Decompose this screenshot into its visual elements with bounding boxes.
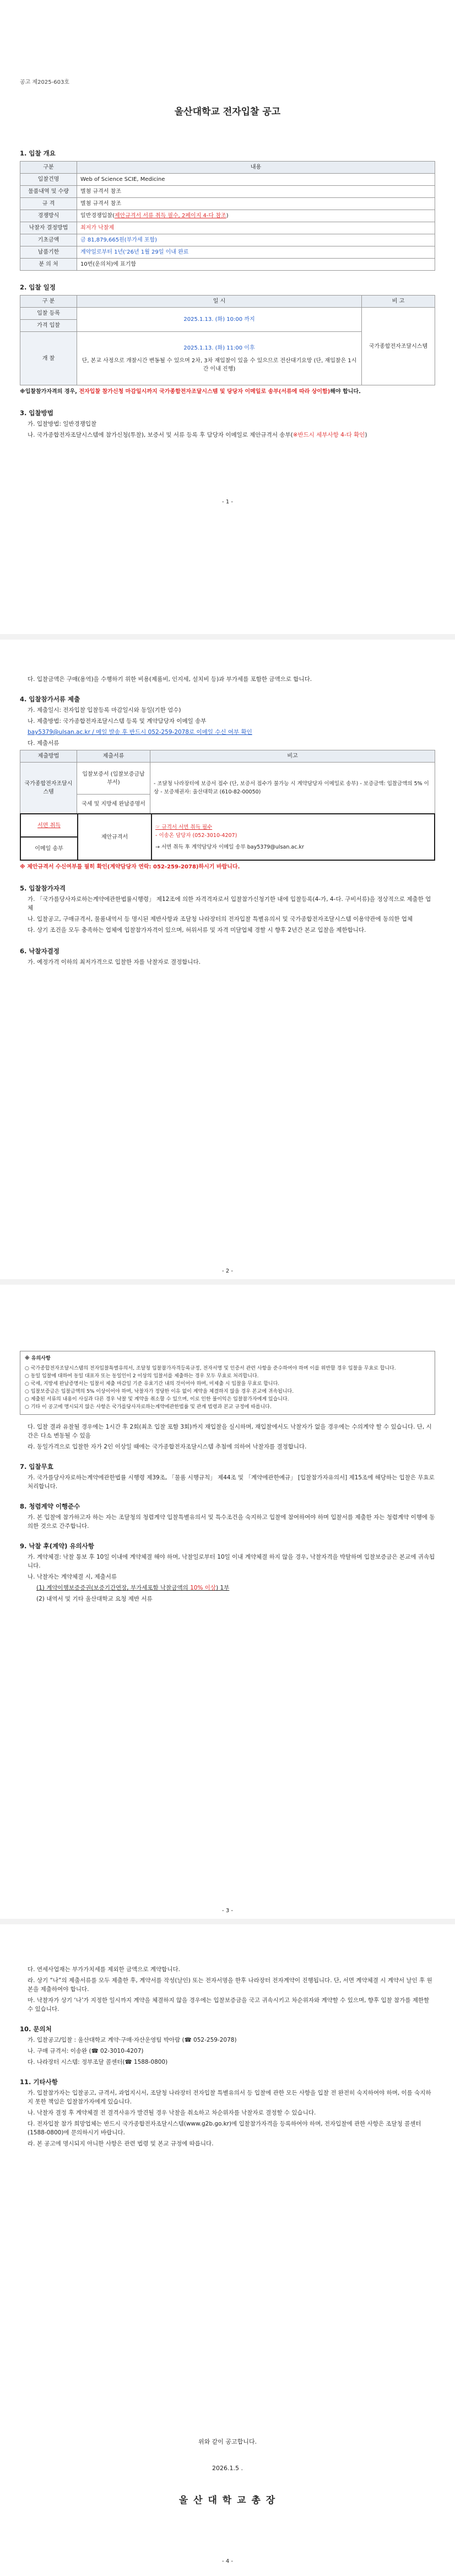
row-value: Web of Science SCIE, Medicine	[77, 174, 435, 186]
row-label: 규 격	[20, 198, 77, 210]
section-heading: 7. 입찰무효	[20, 1463, 53, 1471]
page-number: - 2 -	[222, 1268, 233, 1274]
item-emphasis: ※반드시 세부사항 4-다 확인	[292, 432, 365, 438]
list-item: 나. 낙찰자는 계약체결 시, 제출서류	[28, 1574, 117, 1580]
col-head: 비고	[150, 750, 435, 763]
list-subitem: (2) 내역서 및 기타 울산대학교 요청 제반 서류	[36, 1596, 153, 1602]
col-head: 구분	[20, 162, 77, 174]
row-value	[77, 332, 362, 385]
doc-name: 국세 및 지방세 완납증명서	[77, 795, 150, 814]
footnote: ※ 제안규격서 수신여부를 필히 확인(계약담당자 연락: 052-259-2078)하시기 바랍니다.	[20, 864, 240, 870]
note-line: - 이송온 담당자 (052-3010-4207)	[155, 832, 237, 839]
value-part: )	[226, 213, 229, 219]
row-label: 입찰 등록	[20, 308, 77, 320]
warning-note	[20, 388, 435, 396]
notice-title: ※ 유의사항	[25, 1356, 51, 1361]
list-item: 가. 입찰방법: 일반경쟁입찰	[28, 421, 97, 427]
row-label: 낙찰자 결정방법	[20, 222, 77, 234]
row-label: 물품내역 및 수량	[20, 186, 77, 198]
list-item: bay5379@ulsan.ac.kr / 메일 발송 후 반드시 052-259-2078로 이메일 수신 여부 확인	[28, 729, 252, 736]
row-remark: 국가종합전자조달시스템	[362, 308, 435, 385]
doc-ref: 공고 제2025-603호	[20, 79, 69, 85]
warn-part: 해야 합니다.	[330, 389, 361, 395]
list-item: 다. 연세사업재는 부가가치세를 제외한 금액으로 계약합니다.	[28, 1966, 180, 1973]
row-label: 이메일 송부	[20, 837, 78, 860]
list-item: 라. 본 공고에 명시되지 아니한 사항은 관련 법령 및 본교 규정에 따릅니다.	[28, 2140, 214, 2147]
list-item: 다. 전자입찰 참가 희망업체는 반드시 국가종합전자조달시스템(www.g2b.go.kr)에 입찰참가자격을 등록하여야 하며, 전자입찰에 관한 사항은 조달청 콜센터(1588-0800)에 문의하시기 바랍니다.	[28, 2121, 421, 2136]
row-value: 별첨 규격서 참조	[77, 186, 435, 198]
page-2-content	[20, 673, 435, 969]
list-item: 다. 입찰금액은 구매(용역)을 수행하기 위한 비용(제품비, 인지세, 설치비 등)과 부가세를 포함한 금액으로 합니다.	[28, 676, 312, 683]
doc-notes	[151, 814, 435, 860]
list-item: 다. 입찰 결과 유찰될 경우에는 1시간 후 2회(최초 입찰 포함 3회)까지 재입찰을 실시하며, 재입찰에서도 낙찰자가 없을 경우에는 수의계약 할 수 있습니다. 단, 시간은 다소 변동될 수 있음	[28, 1424, 432, 1439]
row-label: 개 찰	[20, 332, 77, 385]
row-value: 별첨 규격서 참조	[77, 198, 435, 210]
section-heading: 10. 문의처	[20, 2025, 52, 2033]
list-subitem	[36, 1584, 435, 1592]
sub-text: ) 1부	[216, 1585, 230, 1591]
section-1	[20, 149, 435, 442]
page-number: - 4 -	[222, 2558, 233, 2564]
documents-table-highlight	[20, 813, 435, 861]
row-label	[20, 814, 78, 837]
row-label: 분 의 처	[20, 259, 77, 271]
row-value: 2025.1.13. (화) 10:00 까지	[77, 308, 362, 332]
note-line: → 서면 취득 후 계약담당자 이메일 송부 bay5379@ulsan.ac.kr	[155, 844, 304, 850]
value-emphasis: 제안규격서 서류 취득 필수, 2페이지 4-다 참조	[114, 213, 226, 219]
section-heading: 3. 입찰방법	[20, 409, 53, 417]
doc-name: 입찰보증서 (입찰보증금납부서)	[77, 763, 150, 795]
row-label: 가격 입찰	[20, 320, 77, 332]
open-time: 2025.1.13. (화) 11:00 이후	[183, 345, 255, 351]
col-head: 구 분	[20, 296, 77, 308]
list-item: 가. 입찰공고/입찰 : 울산대학교 계약·구매·자산운영팀 박아람 (☎ 052-259-2078)	[28, 2037, 237, 2043]
row-value	[77, 210, 435, 222]
section-heading: 6. 낙찰자결정	[20, 947, 59, 955]
section-heading: 8. 청렴계약 이행준수	[20, 1502, 80, 1510]
page-1	[0, 0, 455, 634]
list-item: 나. 구매 규격서: 이송완 (☎ 02-3010-4207)	[28, 2048, 144, 2054]
list-item: 가. 본 입찰에 참가하고자 하는 자는 조달청의 청렴계약 입찰특별유의서 및 특수조건을 숙지하고 입찰에 참여하여야 하며 입찰서를 제출한 자는 청렴계약 이행에 동의한 것으로 간주합니다.	[28, 1514, 435, 1530]
row-value: 최저가 낙찰제	[77, 222, 435, 234]
list-item: 다. 나라장터 시스템: 정부조달 콜센터(☎ 1588-0800)	[28, 2059, 168, 2065]
list-item: 라. 동일가격으로 입찰한 자가 2인 이상일 때에는 국가종합전자조달시스템 추첨에 의하여 낙찰자를 결정합니다.	[28, 1443, 307, 1450]
section-heading: 5. 입찰참가자격	[20, 884, 66, 892]
row-value: 계약일로부터 1년(‘26년 1월 29일 이내 완료	[77, 246, 435, 259]
list-item: 라. 상기 “나”의 제출서류를 모두 제출한 후, 계약서를 작성(날인) 또는 전자서명을 한후 나라장터 전자계약이 진행됩니다. 단, 서면 계약체결 시 계약서 날인 후 원본을 제출하여야 합니다.	[28, 1977, 432, 1993]
list-item	[28, 431, 435, 439]
col-head: 제출방법	[20, 750, 77, 763]
page-3	[0, 1285, 455, 1919]
doc-title: 울산대학교 전자입찰 공고	[174, 106, 281, 117]
warn-emphasis: 전자입찰 참가신청 마감일시까지 국가종합전자조달시스템 및 당당자 이메일로 송부(서류에 따라 상이함)	[79, 389, 331, 395]
open-note: 단, 본교 사정으로 개찰시간 변동될 수 있으며 2차, 3차 재입찰이 있을 수 있으므로 전산대기요망 (단, 재입찰은 1시간 이내 진행)	[82, 357, 357, 372]
col-head: 내용	[77, 162, 435, 174]
page-number: - 1 -	[222, 499, 233, 505]
notice-line: ○ 기타 이 공고에 명시되지 않은 사항은 국가를당사자로하는계약에관한법률 및 관계 법령과 본교 규정에 따릅니다.	[25, 1404, 272, 1410]
col-head: 일 시	[77, 296, 362, 308]
list-item: 나. 낙찰자 결정 후 계약체결 전 결격사유가 발견될 경우 낙찰을 취소하고 차순위자를 낙찰자로 결정할 수 있습니다.	[28, 2110, 316, 2116]
schedule-table	[20, 295, 435, 385]
notice-line: ○ 동일 입찰에 대하여 동일 대표자 또는 동일인이 2 이상의 입찰서를 제출하는 경우 모두 무효로 처리합니다.	[25, 1373, 259, 1379]
doc-name: 제안규격서	[78, 814, 151, 860]
list-item: 가. 계약체결: 낙찰 통보 후 10일 이내에 계약체결 해야 하며, 낙찰일로부터 10일 이내 계약체결 하지 않을 경우, 낙찰자격을 박탈하며 입찰보증금은 본교에 귀속됩니다.	[28, 1554, 435, 1569]
list-item: 다. 상기 조건을 모두 충족하는 업체에 입찰참가자격이 있으며, 허위서류 및 자격 미달업체 경할 시 향후 2년간 본교 입찰을 제한합니다.	[28, 927, 366, 933]
page-2	[0, 640, 455, 1279]
method-text: 서면 취득	[37, 822, 61, 829]
documents-table	[20, 750, 435, 814]
list-item: 가. 국가를당사자로하는계약에관한법률 시행령 제39조, 「물품 시행규칙」 제44조 및 「계약에관한예규」 [입찰참가자유의서] 제15조에 해당하는 입찰은 무효로 처리합니다.	[28, 1474, 435, 1490]
section-heading: 11. 기타사항	[20, 2078, 58, 2086]
notice-line: ○ 제출된 서류의 내용이 사실과 다른 경우 낙찰 및 계약을 취소할 수 있으며, 이로 인한 불이익은 입찰참가자에게 있습니다.	[25, 1397, 289, 1402]
closing-text: 위와 같이 공고합니다.	[198, 2438, 257, 2445]
section-heading: 2. 입찰 일정	[20, 283, 56, 291]
section-heading: 4. 입찰참가서류 제출	[20, 695, 80, 703]
list-item: 가. 「국가를당사자로하는계약에관한법률시행령」 제12조에 의한 자격격자로서 입찰참가신청기한 내에 입찰등록(4-가, 4-다. 구비서류)을 정상적으로 제출한 업체	[28, 896, 431, 911]
sub-emphasis: 10% 이상	[190, 1585, 216, 1591]
list-item: 가. 제출일시: 전자입찰 입찰등록 마감일시와 동일(기한 엄수)	[28, 707, 181, 713]
list-item: 나. 제출방법: 국가종합전자조달시스템 등록 및 계약담당자 이메일 송부	[28, 718, 207, 724]
row-label: 경쟁방식	[20, 210, 77, 222]
page-4-content	[20, 1963, 435, 2150]
notice-box	[20, 1351, 435, 1415]
list-item: 가. 입찰참가자는 입찰공고, 규격서, 과업지시서, 조달청 나라장터 전자입찰 특별유의서 등 입찰에 관한 모든 사항을 입찰 전 완전히 숙지하여야 하며, 이를 숙지하지 못한 책임은 입찰참가자에게 있습니다.	[28, 2090, 431, 2105]
notice-line: ○ 국가종합전자조달시스템의 전자입찰특별유의서, 조달청 입찰참가자격등록규정, 전자서명 및 인증서 관련 사항을 준수하여야 하며 이를 위반할 경우 입찰을 무효로 합니다.	[25, 1366, 396, 1371]
col-head: 비 고	[362, 296, 435, 308]
note-line: ☞ 규격서 서면 취득 필수	[155, 824, 213, 830]
row-label: 국가종합전자조달시스템	[20, 763, 77, 814]
list-item: 마. 낙찰자가 상기 ‘나’가 지정한 일시까지 계약을 체결하지 않을 경우에는 입찰보증금을 국고 귀속시키고 차순위자와 계약할 수 있으며, 향후 입찰 참가를 제한할 수 있습니다.	[28, 1997, 430, 2012]
signature: 울 산 대 학 교 총 장	[178, 2495, 277, 2506]
page-4	[0, 1924, 455, 2576]
list-item: 다. 제출서류	[28, 740, 59, 747]
col-head: 제출서류	[77, 750, 150, 763]
closing-date: 2026.1.5 .	[212, 2465, 243, 2472]
doc-notes: - 조달청 나라장터에 보증서 접수 (단, 보증서 접수가 불가능 시 계약담당자 이메일로 송부) - 보증금액: 입찰금액의 5% 이상 - 보증채권자: 울산대학교 (610-82-00050)	[150, 763, 435, 814]
section-heading: 9. 낙찰 후(계약) 유의사항	[20, 1542, 94, 1550]
list-item: 가. 예정가격 이하의 최저가격으로 입찰한 자를 낙찰자로 결정합니다.	[28, 959, 201, 965]
page-3-content	[20, 1351, 435, 1606]
row-label: 입찰건명	[20, 174, 77, 186]
row-label: 기초금액	[20, 234, 77, 246]
sub-text: (1) 계약이행보증증권(보증기간연장, 부가세포함 낙찰금액의	[36, 1585, 191, 1591]
overview-table	[20, 161, 435, 271]
item-text: 나. 국가종합전자조달시스템에 참가신청(투찰), 보증서 및 서류 등록 후 담당자 이메일로 제안규격서 송부(	[28, 432, 293, 438]
value-part: 일반경쟁입찰(	[80, 213, 115, 219]
page-number: - 3 -	[222, 1908, 233, 1914]
notice-line: ○ 입찰보증금은 입찰금액의 5% 이상이어야 하며, 낙찰자가 정당한 이유 없이 계약을 체결하지 않을 경우 본교에 귀속됩니다.	[25, 1389, 294, 1394]
list-item: 나. 입찰공고, 구매규격서, 물품내역서 등 명시된 제반사항과 조달청 나라장터의 전자입찰 특별유의서 및 국가종합전자조달시스템 이용약관에 동의한 업체	[28, 916, 413, 922]
row-value: 금 81,879,665원(부가세 포함)	[77, 234, 435, 246]
row-label: 납품기한	[20, 246, 77, 259]
notice-line: ○ 국세, 지방세 완납증명서는 입찰서 제출 마감일 기준 유효기간 내의 것이어야 하며, 미제출 시 입찰을 무효로 합니다.	[25, 1381, 280, 1387]
item-text: )	[365, 432, 367, 438]
section-heading: 1. 입찰 개요	[20, 149, 56, 157]
row-value: 10번(운의처)에 표기함	[77, 259, 435, 271]
warn-part: ※입찰참가자격의 경우,	[20, 389, 79, 395]
